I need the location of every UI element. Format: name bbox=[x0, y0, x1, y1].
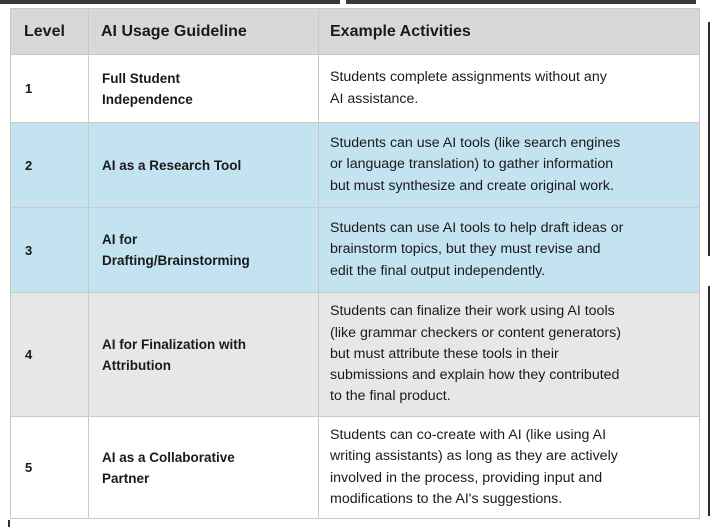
example-line: involved in the process, providing input and bbox=[330, 469, 603, 486]
right-margin-line-lower bbox=[708, 286, 710, 516]
guideline-line: AI as a Collaborative bbox=[102, 449, 235, 465]
header-examples: Example Activities bbox=[319, 9, 700, 55]
right-margin-line-upper bbox=[708, 22, 710, 256]
header-level: Level bbox=[11, 9, 89, 55]
example-line: AI assistance. bbox=[330, 90, 419, 107]
example-line: Students can finalize their work using AI tools bbox=[330, 303, 615, 320]
level-cell: 1 bbox=[11, 55, 89, 123]
guideline-line: AI for Finalization with bbox=[102, 336, 246, 352]
example-line: Students can use AI tools to help draft ideas or bbox=[330, 220, 624, 237]
example-line: to the final product. bbox=[330, 388, 451, 405]
level-cell: 2 bbox=[11, 123, 89, 208]
guideline-line: AI for bbox=[102, 232, 138, 247]
table-row bbox=[11, 293, 700, 417]
table-row bbox=[11, 208, 700, 293]
level-cell: 5 bbox=[11, 417, 89, 519]
example-line: writing assistants) as long as they are actively bbox=[330, 448, 618, 465]
example-line: Students complete assignments without any bbox=[330, 69, 607, 86]
table-row bbox=[11, 417, 700, 519]
table-row bbox=[11, 123, 700, 208]
guideline-line: Drafting/Brainstorming bbox=[102, 253, 250, 268]
example-line: or language translation) to gather information bbox=[330, 156, 614, 173]
example-cell bbox=[319, 208, 700, 293]
example-line: Students can co-create with AI (like using AI bbox=[330, 426, 607, 443]
example-line: but must attribute these tools in their bbox=[330, 345, 559, 362]
example-cell bbox=[319, 55, 700, 123]
level-cell: 3 bbox=[11, 208, 89, 293]
guideline-line: Independence bbox=[102, 91, 193, 107]
header-guideline: AI Usage Guideline bbox=[89, 9, 319, 55]
table-header-row bbox=[11, 9, 700, 55]
bottom-left-mark bbox=[8, 520, 10, 527]
guideline-cell bbox=[89, 208, 319, 293]
level-cell: 4 bbox=[11, 293, 89, 417]
top-strip bbox=[0, 0, 712, 6]
guideline-cell bbox=[89, 417, 319, 519]
guideline-line: Partner bbox=[102, 470, 150, 486]
guideline-cell bbox=[89, 123, 319, 208]
example-line: (like grammar checkers or content generators) bbox=[330, 324, 621, 341]
example-cell bbox=[319, 293, 700, 417]
example-line: but must synthesize and create original work. bbox=[330, 177, 614, 194]
top-bar-left bbox=[0, 0, 340, 4]
guideline-line: AI as a Research Tool bbox=[102, 157, 242, 173]
example-cell bbox=[319, 123, 700, 208]
example-line: modifications to the AI's suggestions. bbox=[330, 490, 563, 507]
example-line: edit the final output independently. bbox=[330, 262, 546, 279]
guideline-cell bbox=[89, 293, 319, 417]
example-cell bbox=[319, 417, 700, 519]
guideline-cell bbox=[89, 55, 319, 123]
ai-guidelines-table bbox=[10, 8, 700, 519]
guideline-line: Full Student bbox=[102, 70, 180, 86]
example-line: submissions and explain how they contributed bbox=[330, 367, 620, 384]
guideline-line: Attribution bbox=[102, 357, 171, 373]
top-bar-right bbox=[346, 0, 696, 4]
example-line: Students can use AI tools (like search engines bbox=[330, 135, 621, 152]
table-row bbox=[11, 55, 700, 123]
example-line: brainstorm topics, but they must revise and bbox=[330, 241, 601, 258]
